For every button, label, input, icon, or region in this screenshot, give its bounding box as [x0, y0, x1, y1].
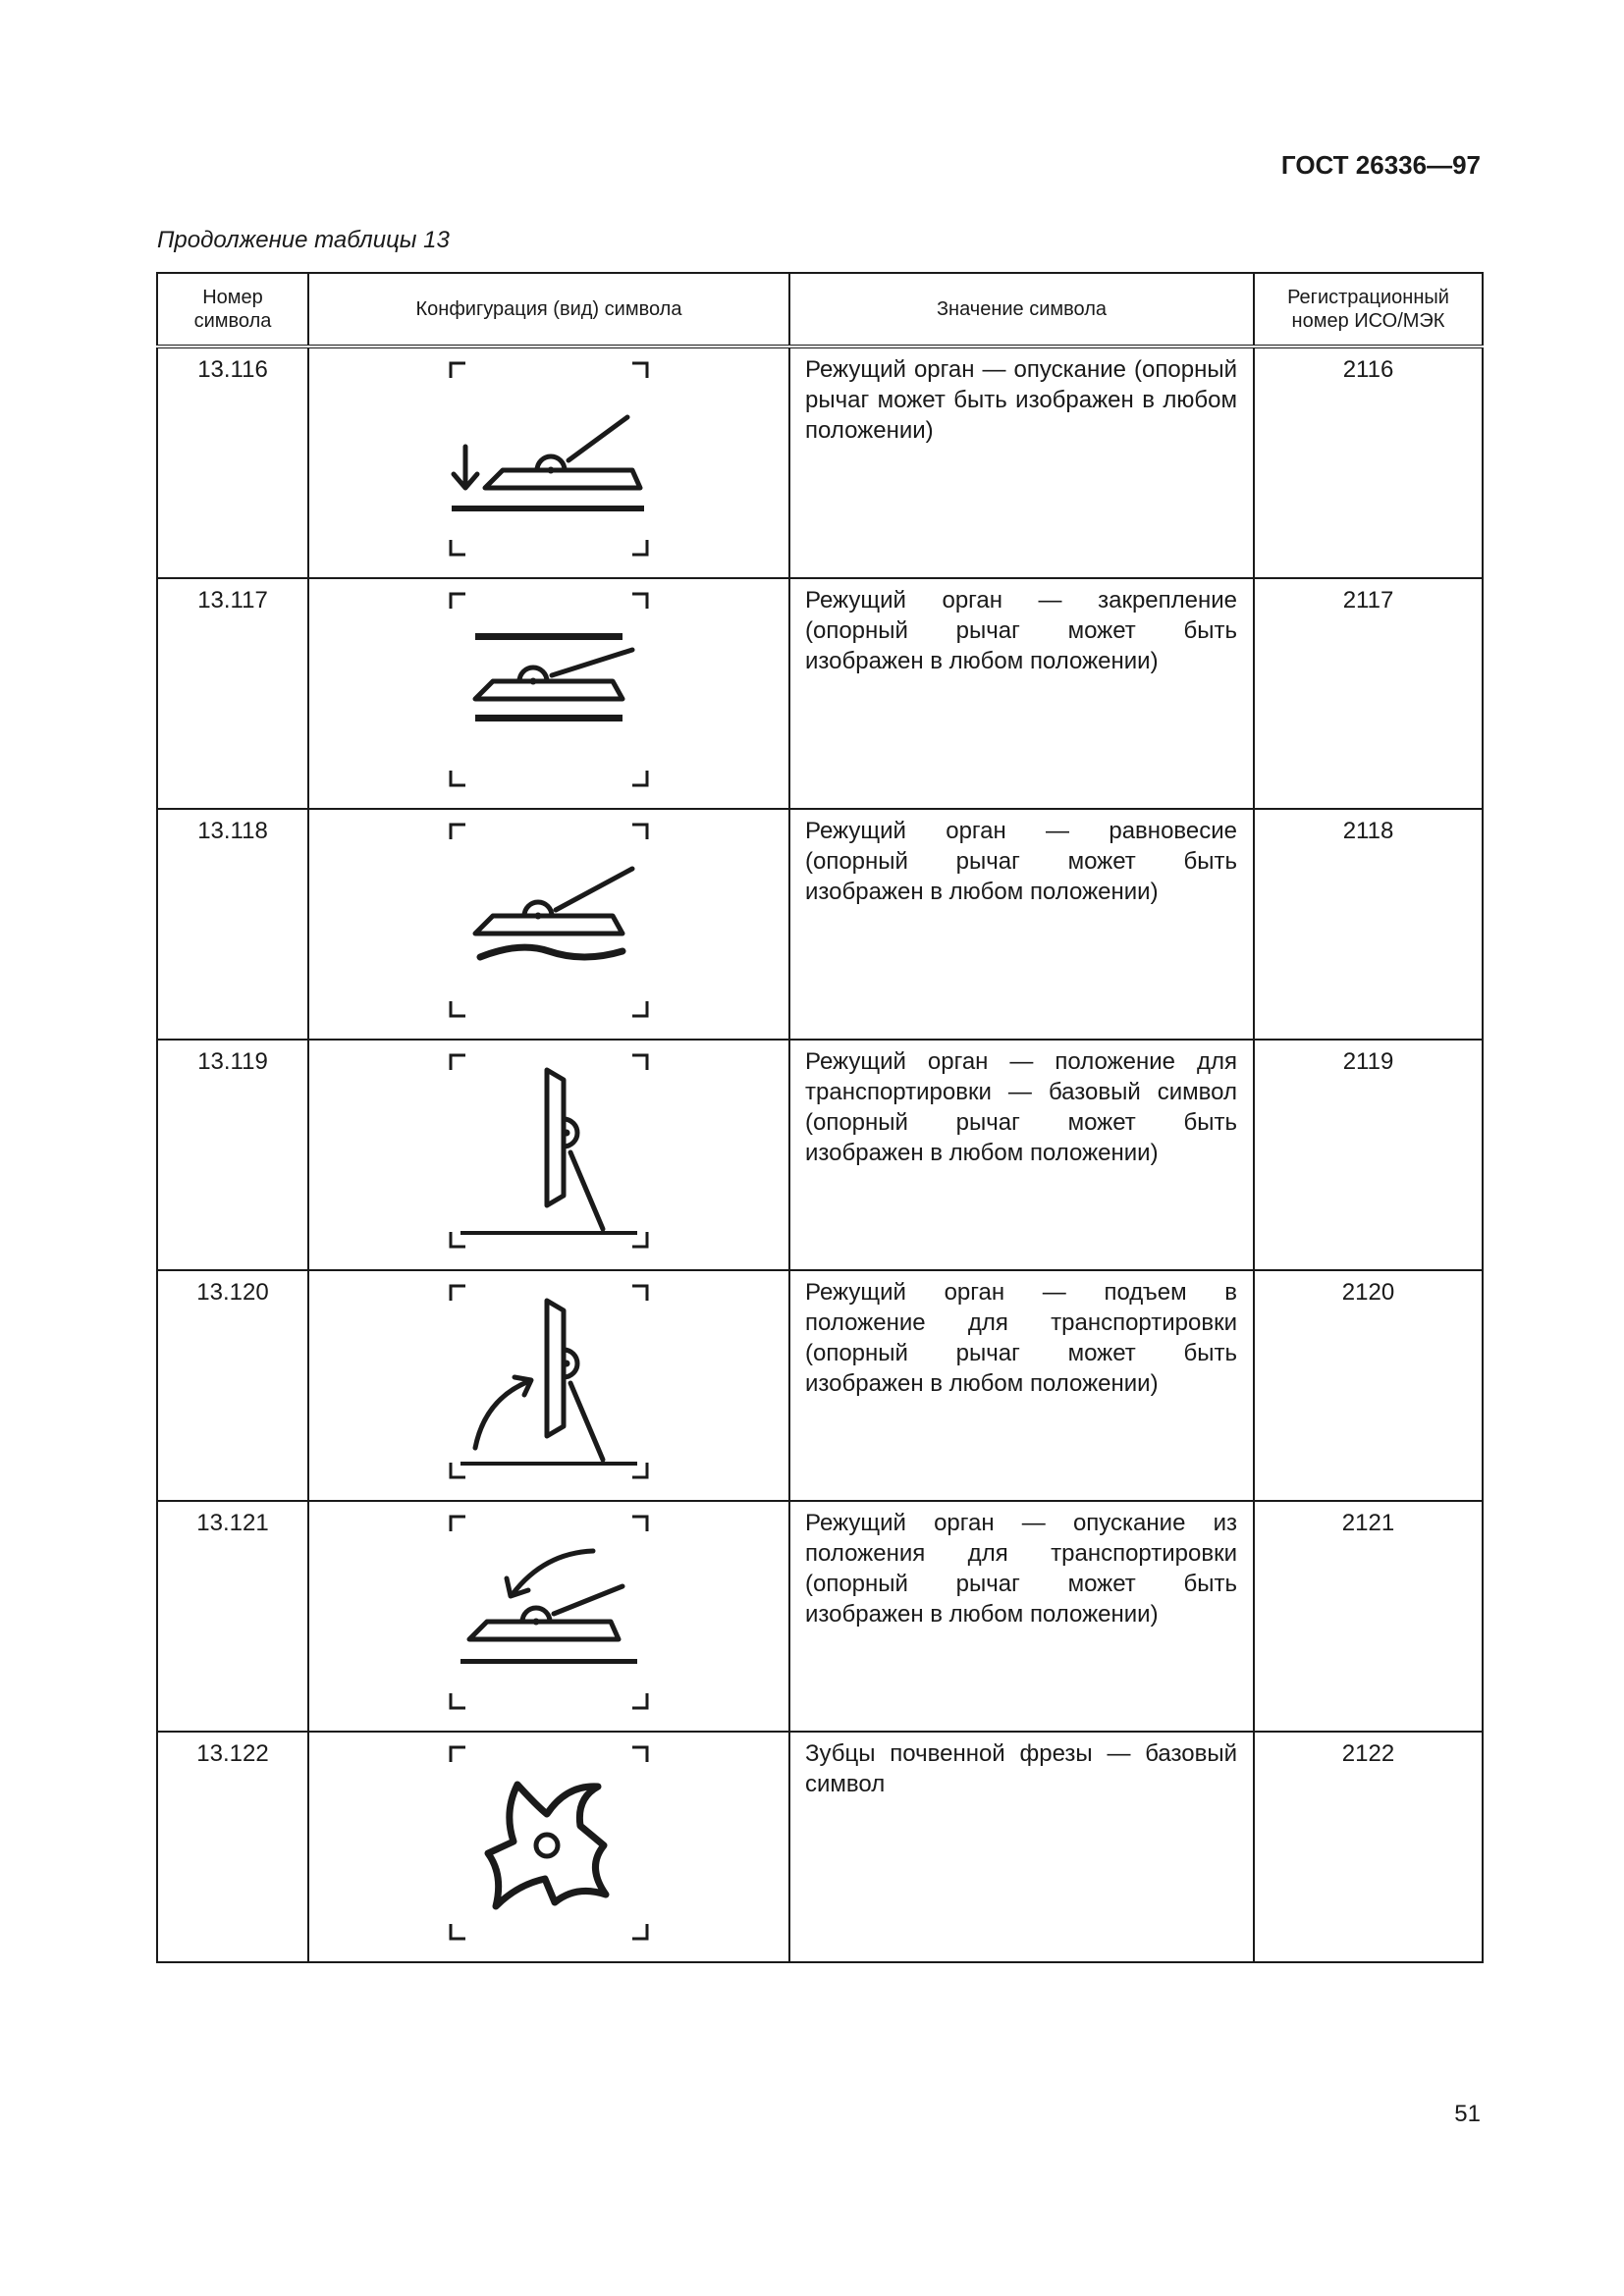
cutting-floating-icon — [446, 820, 652, 1021]
registration-number: 2121 — [1254, 1501, 1483, 1732]
symbol-table — [156, 272, 1484, 1963]
page-number: 51 — [1454, 2101, 1481, 2127]
cutting-lower-from-transport-icon — [446, 1512, 652, 1713]
column-header-meaning: Значение символа — [789, 273, 1254, 347]
symbol-meaning: Зубцы почвенной фрезы — базовый символ — [789, 1732, 1254, 1962]
registration-number: 2120 — [1254, 1270, 1483, 1501]
registration-number: 2117 — [1254, 578, 1483, 809]
rotary-tiller-tines-icon — [446, 1742, 652, 1944]
registration-number: 2118 — [1254, 809, 1483, 1040]
registration-number: 2119 — [1254, 1040, 1483, 1270]
symbol-number: 13.121 — [157, 1501, 308, 1732]
cutting-transport-position-icon — [446, 1050, 652, 1252]
table-row — [157, 578, 1483, 809]
table-caption: Продолжение таблицы 13 — [157, 227, 450, 253]
table-row — [157, 809, 1483, 1040]
symbol-meaning: Режущий орган — подъем в положение для транспортировки (опорный рычаг может быть изображен в любом положении) — [789, 1270, 1254, 1501]
symbol-meaning: Режущий орган — равновесие (опорный рычаг может быть изображен в любом положении) — [789, 809, 1254, 1040]
symbol-meaning: Режущий орган — положение для транспортировки — базовый символ (опорный рычаг может быть изображен в любом положении) — [789, 1040, 1254, 1270]
table-row — [157, 1270, 1483, 1501]
column-header-symbol: Конфигурация (вид) символа — [308, 273, 789, 347]
column-header-reg: Регистрационный номер ИСО/МЭК — [1254, 273, 1483, 347]
column-header-number: Номер символа — [157, 273, 308, 347]
table-row — [157, 1732, 1483, 1962]
symbol-number: 13.116 — [157, 347, 308, 578]
symbol-number: 13.118 — [157, 809, 308, 1040]
table-row — [157, 347, 1483, 578]
symbol-meaning: Режущий орган — закрепление (опорный рычаг может быть изображен в любом положении) — [789, 578, 1254, 809]
table-header-row — [157, 273, 1483, 347]
table-row — [157, 1040, 1483, 1270]
symbol-meaning: Режущий орган — опускание из положения для транспортировки (опорный рычаг может быть изображен в любом положении) — [789, 1501, 1254, 1732]
registration-number: 2116 — [1254, 347, 1483, 578]
symbol-meaning: Режущий орган — опускание (опорный рычаг может быть изображен в любом положении) — [789, 347, 1254, 578]
symbol-number: 13.122 — [157, 1732, 308, 1962]
symbol-number: 13.120 — [157, 1270, 308, 1501]
cutting-lowering-icon — [446, 358, 652, 560]
cutting-locking-icon — [446, 589, 652, 790]
standard-code: ГОСТ 26336—97 — [1280, 150, 1481, 180]
symbol-number: 13.119 — [157, 1040, 308, 1270]
table-row — [157, 1501, 1483, 1732]
cutting-raise-to-transport-icon — [446, 1281, 652, 1482]
symbol-number: 13.117 — [157, 578, 308, 809]
registration-number: 2122 — [1254, 1732, 1483, 1962]
